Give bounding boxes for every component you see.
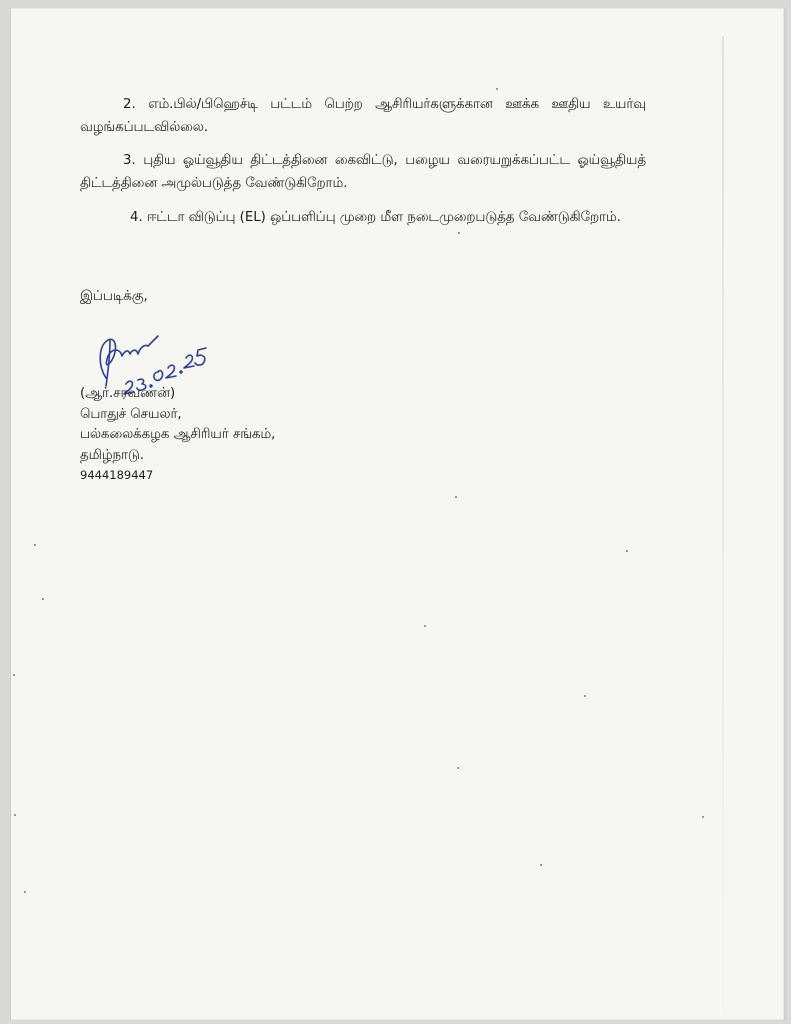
page-edge — [10, 8, 11, 1020]
signatory-phone: 9444189447 — [80, 468, 154, 482]
signatory-name: (ஆர்.சரவணன்) — [80, 386, 176, 401]
scan-speck — [584, 695, 586, 697]
scan-speck — [626, 550, 628, 552]
paragraph-item-3: 3. புதிய ஓய்வூதிய திட்டத்தினை கைவிட்டு, பழைய வரையறுக்கப்பட்ட ஓய்வூதியத் திட்டத்தினை அமுல்படுத்த வேண்டுகிறோம். — [80, 153, 646, 191]
scan-speck — [424, 625, 426, 627]
scan-speck — [702, 816, 704, 818]
scan-speck — [13, 674, 15, 676]
scan-speck — [455, 496, 457, 498]
closing-salutation: இப்படிக்கு, — [80, 289, 148, 304]
signatory-designation: பொதுச் செயலர், — [80, 406, 182, 422]
letter-page — [10, 8, 784, 1020]
signatory-block — [80, 384, 275, 484]
signatory-state: தமிழ்நாடு. — [80, 447, 145, 463]
scan-speck — [24, 891, 26, 893]
paragraph-item-2: 2. எம்.பில்/பிஹெச்டி பட்டம் பெற்ற ஆசிரியர்களுக்கான ஊக்க ஊதிய உயர்வு வழங்கப்படவில்லை. — [80, 97, 646, 135]
scan-speck — [496, 88, 498, 90]
paper-fold-line — [722, 36, 724, 1016]
scan-speck — [540, 864, 542, 866]
signatory-organization: பல்கலைக்கழக ஆசிரியர் சங்கம், — [80, 427, 276, 442]
scan-speck — [34, 544, 36, 546]
scan-speck — [14, 814, 16, 816]
paragraph-item-4: 4. ஈட்டா விடுப்பு (EL) ஒப்பளிப்பு முறை மீள நடைமுறைபடுத்த வேண்டுகிறோம். — [130, 210, 621, 225]
scan-speck — [458, 232, 460, 234]
scan-speck — [42, 598, 44, 600]
scan-speck — [457, 767, 459, 769]
